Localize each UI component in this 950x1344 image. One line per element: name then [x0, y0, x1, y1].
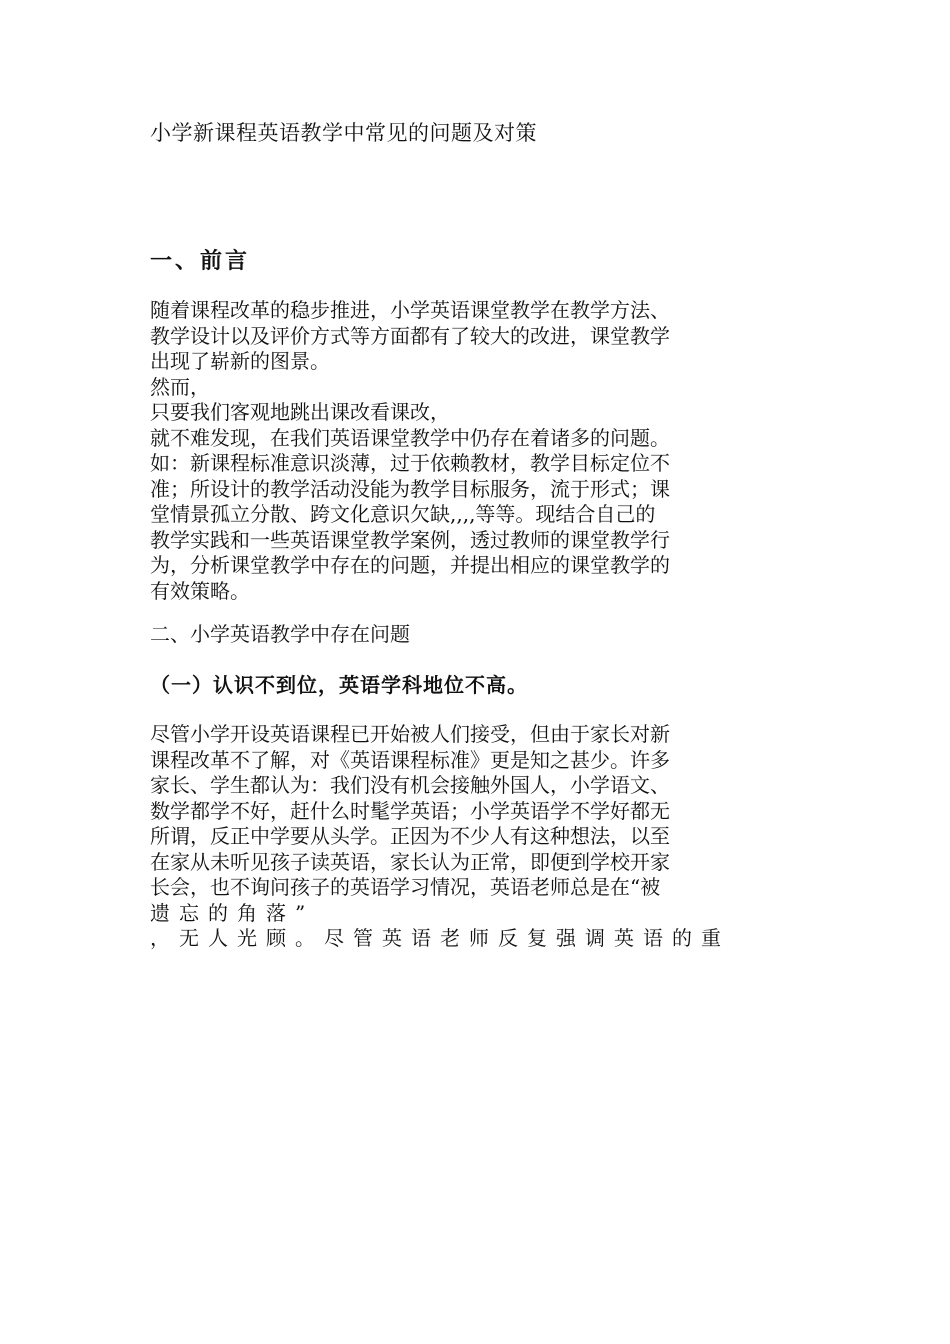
document-title: 小学新课程英语教学中常见的问题及对策 — [150, 121, 537, 145]
paragraph-line: 如：新课程标准意识淡薄，过于依赖教材，教学目标定位不 — [150, 451, 670, 475]
paragraph-line: 为，分析课堂教学中存在的问题，并提出相应的课堂教学的 — [150, 553, 670, 577]
paragraph-line: 教学设计以及评价方式等方面都有了较大的改进，课堂教学 — [150, 323, 670, 348]
paragraph-line: 课程改革不了解，对《英语课程标准》更是知之甚少。许多 — [150, 747, 670, 772]
preface-paragraph — [150, 298, 740, 604]
paragraph-line: 堂情景孤立分散、跨文化意识欠缺,,,,等等。现结合自己的 — [150, 502, 656, 526]
paragraph-line: 长会，也不询问孩子的英语学习情况，英语老师总是在“被 — [150, 875, 661, 899]
paragraph-line: 只要我们客观地跳出课改看课改， — [150, 400, 450, 424]
paragraph-line: 准；所设计的教学活动没能为教学目标服务，流于形式；课 — [150, 476, 670, 501]
section-heading-preface: 一、前言 — [150, 248, 251, 274]
paragraph-line: 所谓，反正中学要从头学。正因为不少人有这种想法，以至 — [150, 824, 670, 848]
paragraph-line: 数学都学不好，赶什么时髦学英语；小学英语学不学好都无 — [150, 798, 670, 823]
paragraph-line: 出现了崭新的图景。 — [150, 349, 330, 373]
paragraph-line: 就不难发现，在我们英语课堂教学中仍存在着诸多的问题。 — [150, 425, 670, 450]
subsection-heading-awareness: （一）认识不到位，英语学科地位不高。 — [150, 673, 528, 697]
paragraph-line: 随着课程改革的稳步推进，小学英语课堂教学在教学方法、 — [150, 298, 670, 322]
paragraph-line: 有效策略。 — [150, 578, 250, 603]
paragraph-line: 遗忘的角落” — [150, 900, 315, 925]
paragraph-line: 尽管小学开设英语课程已开始被人们接受，但由于家长对新 — [150, 722, 670, 746]
paragraph-line: 在家从未听见孩子读英语，家长认为正常，即便到学校开家 — [150, 849, 670, 874]
section-heading-problems: 二、小学英语教学中存在问题 — [150, 622, 410, 646]
awareness-paragraph — [150, 722, 740, 952]
paragraph-line: 家长、学生都认为：我们没有机会接触外国人，小学语文、 — [150, 773, 670, 797]
paragraph-line: 教学实践和一些英语课堂教学案例，透过教师的课堂教学行 — [150, 527, 670, 552]
paragraph-line: 然而， — [150, 374, 210, 399]
paragraph-line: ，无人光顾。尽管英语老师反复强调英语的重 — [150, 926, 730, 950]
